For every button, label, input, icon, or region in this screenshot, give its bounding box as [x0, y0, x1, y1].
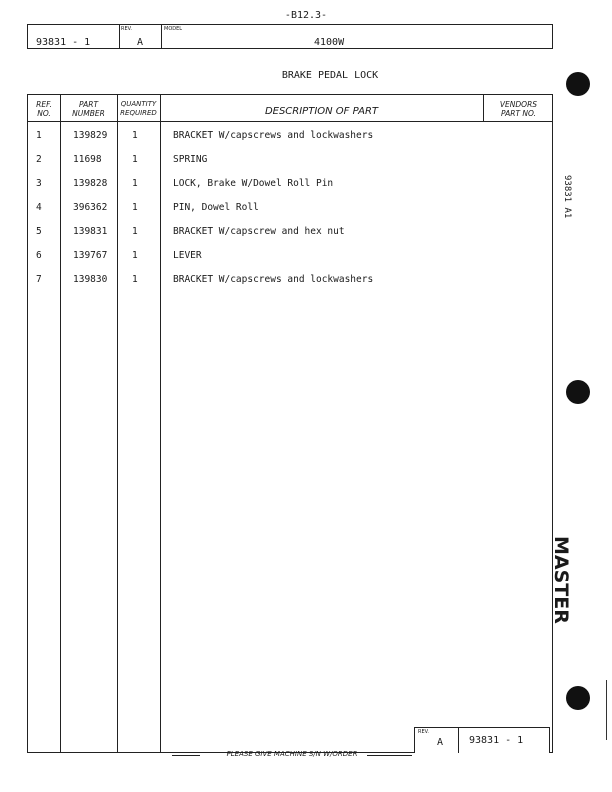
description: LOCK, Brake W/Dowel Roll Pin — [173, 178, 334, 189]
quantity: 1 — [132, 130, 138, 141]
footer-rev-label: REV. — [418, 729, 429, 735]
page-code: -B12.3- — [284, 10, 328, 21]
header-divider — [119, 25, 120, 48]
footer-rev-divider — [458, 728, 459, 753]
column-divider — [160, 95, 161, 752]
footer-doc-number: 93831 - 1 — [469, 735, 524, 746]
col-header-desc: DESCRIPTION OF PART — [264, 106, 379, 117]
col-header-part-line1: PART — [78, 100, 99, 109]
part-number: 139767 — [73, 250, 108, 261]
col-header-vendor-line2: PART NO. — [500, 109, 537, 118]
quantity: 1 — [132, 274, 138, 285]
quantity: 1 — [132, 250, 138, 261]
description: SPRING — [173, 154, 208, 165]
col-header-vendor-line1: VENDORS — [499, 100, 538, 109]
description: BRACKET W/capscrew and hex nut — [173, 226, 345, 237]
quantity: 1 — [132, 226, 138, 237]
page-edge-line — [606, 680, 607, 740]
header-rule — [28, 121, 552, 122]
binder-hole — [566, 72, 590, 96]
ref-number: 7 — [36, 274, 42, 285]
col-header-ref-line1: REF. — [36, 100, 52, 109]
description: LEVER — [173, 250, 202, 261]
col-header-part — [60, 100, 117, 118]
part-number: 11698 — [73, 154, 102, 165]
header-rev-value: A — [137, 37, 144, 48]
footer-rev-value: A — [437, 737, 444, 748]
quantity: 1 — [132, 178, 138, 189]
header-box — [27, 24, 553, 49]
binder-hole — [566, 380, 590, 404]
ref-number: 4 — [36, 202, 42, 213]
quantity: 1 — [132, 154, 138, 165]
footer-rev-box — [414, 727, 550, 753]
part-number: 396362 — [73, 202, 108, 213]
side-doc-code: 93831 A1 — [562, 175, 572, 219]
header-rev-label: REV. — [121, 26, 132, 32]
column-divider — [60, 95, 61, 752]
ref-number: 3 — [36, 178, 42, 189]
header-model-label: MODEL — [164, 26, 183, 32]
header-model-value: 4100W — [314, 37, 345, 48]
parts-table — [27, 94, 553, 753]
binder-hole — [566, 686, 590, 710]
col-header-ref — [28, 100, 60, 118]
col-header-qty-line1: QUANTITY — [120, 100, 157, 108]
ref-number: 5 — [36, 226, 42, 237]
col-header-qty — [117, 100, 160, 118]
col-header-vendor — [483, 100, 554, 118]
header-divider — [161, 25, 162, 48]
ref-number: 6 — [36, 250, 42, 261]
description: PIN, Dowel Roll — [173, 202, 259, 213]
page-title: BRAKE PEDAL LOCK — [281, 70, 379, 81]
description: BRACKET W/capscrews and lockwashers — [173, 130, 374, 141]
header-doc-number: 93831 - 1 — [36, 37, 91, 48]
col-header-part-line2: NUMBER — [72, 109, 105, 118]
col-header-ref-line2: NO. — [37, 109, 51, 118]
description: BRACKET W/capscrews and lockwashers — [173, 274, 374, 285]
footer-note: PLEASE GIVE MACHINE S/N W/ORDER — [226, 750, 358, 758]
part-number: 139829 — [73, 130, 108, 141]
part-number: 139831 — [73, 226, 108, 237]
column-divider — [117, 95, 118, 752]
ref-number: 2 — [36, 154, 42, 165]
part-number: 139830 — [73, 274, 108, 285]
quantity: 1 — [132, 202, 138, 213]
part-number: 139828 — [73, 178, 108, 189]
col-header-qty-line2: REQUIRED — [120, 109, 157, 117]
master-stamp: MASTER — [550, 536, 572, 624]
ref-number: 1 — [36, 130, 42, 141]
